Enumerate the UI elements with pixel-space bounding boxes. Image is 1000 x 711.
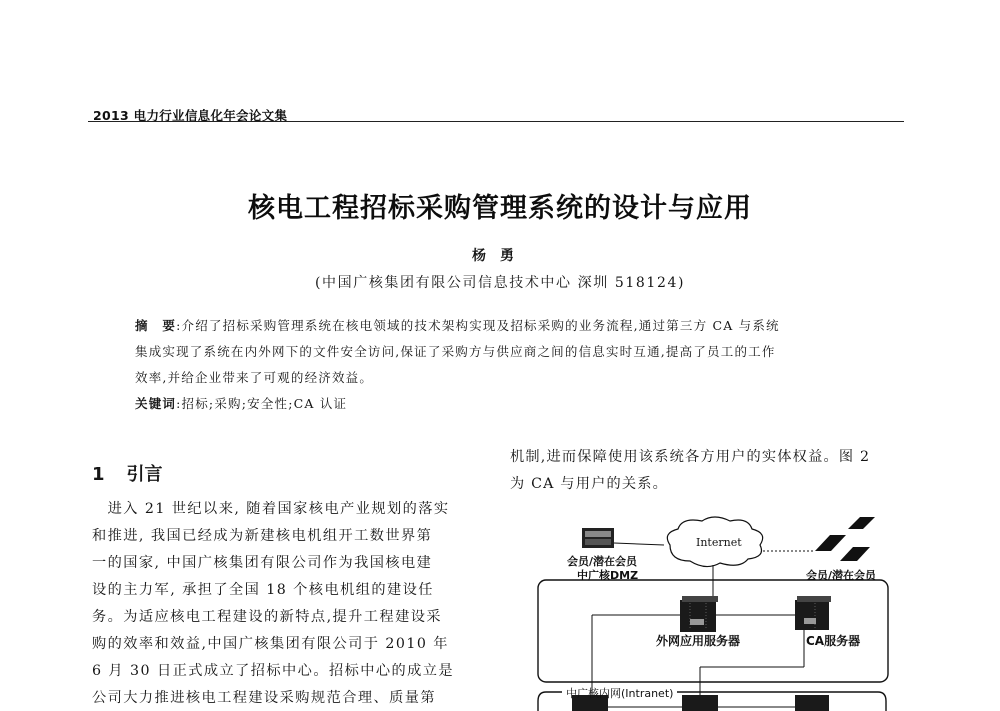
external-app-server-icon xyxy=(680,596,718,632)
body-line: 设的主力军, 承担了全国 18 个核电机组的建设任 xyxy=(92,582,434,598)
body-line: 一的国家, 中国广核集团有限公司作为我国核电建 xyxy=(92,555,433,571)
abstract-line-2: 集成实现了系统在内外网下的文件安全访问,保证了采购方与供应商之间的信息实时互通,提高了员工的工作 xyxy=(135,344,776,359)
body-line: 购的效率和效益,中国广核集团有限公司于 2010 年 xyxy=(92,636,449,652)
external-app-server-label: 外网应用服务器 xyxy=(656,634,741,648)
right-body-line: 机制,进而保障使用该系统各方用户的实体权益。图 2 xyxy=(510,449,871,465)
section-title: 引言 xyxy=(126,464,163,485)
intranet-server-icon xyxy=(682,695,718,711)
section-heading xyxy=(92,460,163,486)
body-line: 6 月 30 日正式成立了招标中心。招标中心的成立是 xyxy=(92,663,455,679)
body-line: 和推进, 我国已经成为新建核电机组开工数世界第 xyxy=(92,528,433,544)
internet-label: Internet xyxy=(696,536,742,549)
member-left-label: 会员/潜在会员 xyxy=(567,555,638,568)
paper-title: 核电工程招标采购管理系统的设计与应用 xyxy=(248,193,752,224)
laptop-icon xyxy=(582,528,614,548)
intranet-server-icon xyxy=(795,695,829,711)
right-body-line: 为 CA 与用户的关系。 xyxy=(510,476,669,492)
body-line: 进入 21 世纪以来, 随着国家核电产业规划的落实 xyxy=(92,501,450,517)
keywords-line: 关键词:招标;采购;安全性;CA 认证 xyxy=(135,396,348,411)
abstract-label: 摘 要 xyxy=(135,318,177,333)
header-rule xyxy=(88,121,904,122)
body-line: 公司大力推进核电工程建设采购规范合理、质量第 xyxy=(92,690,437,706)
intranet-label: 中广核内网(Intranet) xyxy=(566,687,674,700)
dmz-label: 中广核DMZ xyxy=(577,569,639,582)
member-devices-icon xyxy=(815,517,875,561)
keywords-label: 关键词 xyxy=(135,396,177,411)
ca-server-icon xyxy=(795,596,831,630)
abstract-line-1: 摘 要:介绍了招标采购管理系统在核电领域的技术架构实现及招标采购的业务流程,通过第三方 CA 与系统 xyxy=(135,318,780,333)
member-right-label: 会员/潜在会员 xyxy=(806,569,877,582)
paper-author: 杨勇 xyxy=(472,248,528,264)
ca-server-label: CA服务器 xyxy=(806,634,861,648)
section-number: 1 xyxy=(92,464,105,485)
running-header: 2013 电力行业信息化年会论文集 xyxy=(93,108,288,123)
body-line: 务。为适应核电工程建设的新特点,提升工程建设采 xyxy=(92,609,442,625)
paper-affiliation: (中国广核集团有限公司信息技术中心 深圳 518124) xyxy=(314,275,686,291)
abstract-line-3: 效率,并给企业带来了可观的经济效益。 xyxy=(135,370,374,385)
